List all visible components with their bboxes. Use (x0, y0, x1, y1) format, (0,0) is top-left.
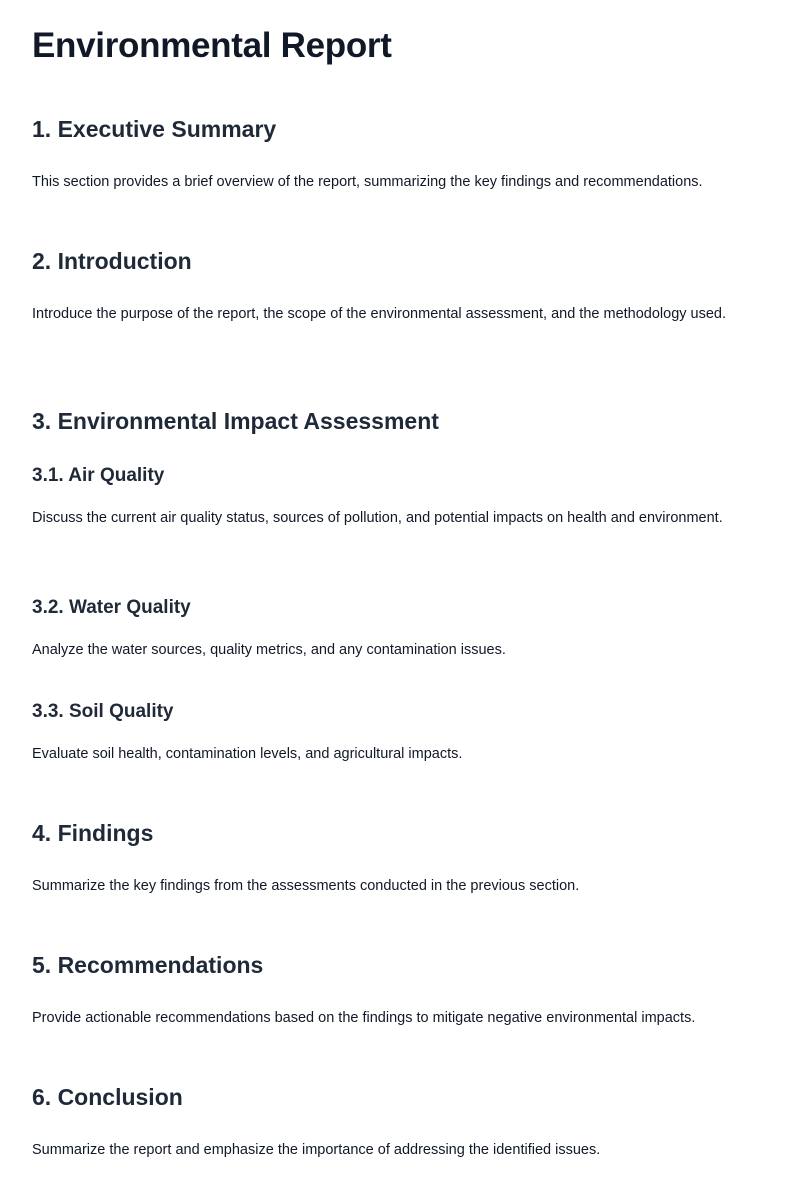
section-body-executive-summary: This section provides a brief overview of the report, summarizing the key findings and recommendations. (32, 174, 703, 190)
subsection-heading-soil-quality: 3.3. Soil Quality (32, 701, 174, 722)
section-heading-recommendations: 5. Recommendations (32, 952, 264, 978)
page-title: Environmental Report (32, 26, 392, 65)
section-heading-conclusion: 6. Conclusion (32, 1084, 183, 1110)
section-heading-findings: 4. Findings (32, 820, 154, 846)
subsection-body-soil-quality: Evaluate soil health, contamination levels, and agricultural impacts. (32, 746, 463, 762)
section-heading-introduction: 2. Introduction (32, 248, 192, 274)
section-heading-executive-summary: 1. Executive Summary (32, 116, 277, 142)
section-body-conclusion: Summarize the report and emphasize the importance of addressing the identified issues. (32, 1142, 601, 1158)
subsection-body-air-quality: Discuss the current air quality status, sources of pollution, and potential impacts on health and environment. (32, 510, 723, 526)
section-body-findings: Summarize the key findings from the assessments conducted in the previous section. (32, 878, 580, 894)
section-heading-environmental-impact-assessment: 3. Environmental Impact Assessment (32, 408, 439, 434)
section-body-introduction: Introduce the purpose of the report, the scope of the environmental assessment, and the methodology used. (32, 306, 727, 322)
subsection-heading-air-quality: 3.1. Air Quality (32, 465, 165, 486)
subsection-body-water-quality: Analyze the water sources, quality metrics, and any contamination issues. (32, 642, 506, 658)
section-body-recommendations: Provide actionable recommendations based on the findings to mitigate negative environmental impacts. (32, 1010, 696, 1026)
subsection-heading-water-quality: 3.2. Water Quality (32, 597, 191, 618)
